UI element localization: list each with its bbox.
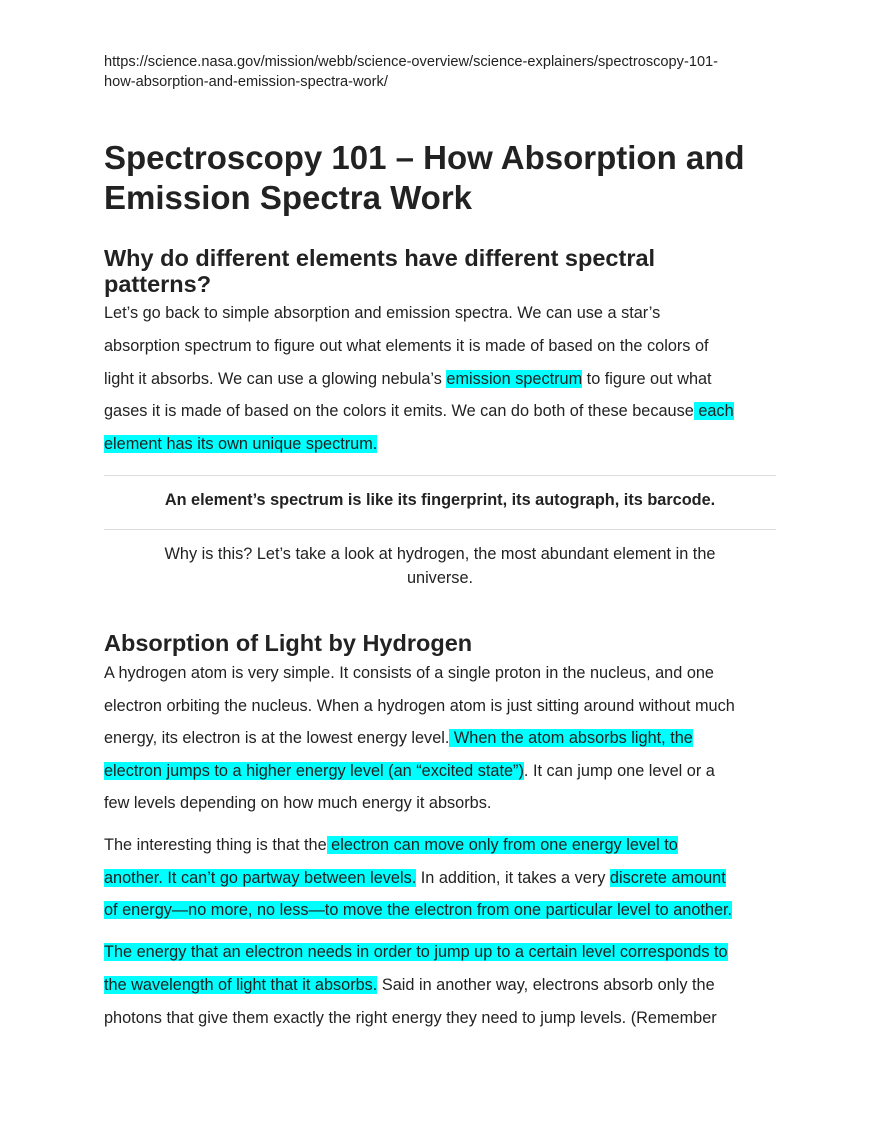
highlighted-text: electron can move only from one energy level to bbox=[326, 836, 678, 854]
text-segment: In addition, it takes a very bbox=[416, 869, 610, 887]
highlighted-text: The energy that an electron needs in order to jump up to a certain level corresponds to bbox=[104, 943, 728, 961]
section-heading: Absorption of Light by Hydrogen bbox=[104, 630, 473, 656]
divider bbox=[104, 529, 776, 530]
highlighted-text: electron jumps to a higher energy level (an “excited state”) bbox=[104, 762, 524, 780]
highlighted-text: the wavelength of light that it absorbs. bbox=[104, 976, 378, 994]
paragraph-line bbox=[104, 695, 735, 717]
paragraph-line bbox=[104, 727, 693, 749]
text-segment: Said in another way, electrons absorb only the bbox=[377, 976, 715, 994]
text-segment: absorption spectrum to figure out what elements it is made of based on the colors of bbox=[104, 337, 709, 355]
highlighted-text: emission spectrum bbox=[446, 370, 583, 388]
source-url-line[interactable]: https://science.nasa.gov/mission/webb/science-overview/science-explainers/spectroscopy-101- bbox=[104, 54, 719, 70]
text-segment: gases it is made of based on the colors it emits. We can do both of these because bbox=[104, 402, 694, 420]
paragraph-line bbox=[104, 1007, 717, 1029]
text-segment: . It can jump one level or a bbox=[523, 762, 715, 780]
paragraph-line bbox=[104, 400, 734, 422]
text-segment: electron orbiting the nucleus. When a hydrogen atom is just sitting around without much bbox=[104, 697, 735, 715]
section-heading: Why do different elements have different spectral bbox=[104, 245, 656, 271]
followup-text: Why is this? Let’s take a look at hydrogen, the most abundant element in the bbox=[164, 545, 716, 563]
text-segment: energy, its electron is at the lowest energy level. bbox=[104, 729, 450, 747]
highlighted-text: another. It can’t go partway between levels. bbox=[104, 869, 417, 887]
highlighted-text: discrete amount bbox=[609, 869, 726, 887]
text-segment: Let’s go back to simple absorption and emission spectra. We can use a star’s bbox=[104, 304, 661, 322]
followup-text: universe. bbox=[406, 569, 474, 587]
highlighted-text: When the atom absorbs light, the bbox=[449, 729, 693, 747]
highlighted-text: element has its own unique spectrum. bbox=[104, 435, 378, 453]
text-segment: light it absorbs. We can use a glowing nebula’s bbox=[104, 370, 447, 388]
pull-quote: An element’s spectrum is like its fingerprint, its autograph, its barcode. bbox=[164, 491, 716, 509]
text-segment: few levels depending on how much energy it absorbs. bbox=[104, 794, 492, 812]
highlighted-text: of energy—no more, no less—to move the electron from one particular level to another. bbox=[104, 901, 733, 919]
paragraph-line bbox=[104, 974, 715, 996]
text-segment: to figure out what bbox=[582, 370, 712, 388]
paragraph-line bbox=[104, 941, 728, 963]
paragraph-line bbox=[104, 662, 714, 684]
highlighted-text: each bbox=[693, 402, 734, 420]
text-segment: photons that give them exactly the right energy they need to jump levels. (Remember bbox=[104, 1009, 717, 1027]
text-segment: The interesting thing is that the bbox=[104, 836, 327, 854]
paragraph-line bbox=[104, 302, 660, 324]
divider bbox=[104, 475, 776, 476]
paragraph-line bbox=[104, 335, 709, 357]
page-title: Emission Spectra Work bbox=[104, 179, 473, 216]
page-title: Spectroscopy 101 – How Absorption and bbox=[104, 139, 745, 176]
source-url-line[interactable]: how-absorption-and-emission-spectra-work/ bbox=[104, 74, 388, 90]
text-segment: A hydrogen atom is very simple. It consists of a single proton in the nucleus, and one bbox=[104, 664, 714, 682]
paragraph-line bbox=[104, 867, 726, 889]
paragraph-line bbox=[104, 760, 715, 782]
paragraph-line bbox=[104, 834, 678, 856]
paragraph-line bbox=[104, 792, 491, 814]
paragraph-line bbox=[104, 433, 377, 455]
paragraph-line bbox=[104, 368, 712, 390]
paragraph-line bbox=[104, 899, 732, 921]
section-heading: patterns? bbox=[104, 271, 212, 297]
